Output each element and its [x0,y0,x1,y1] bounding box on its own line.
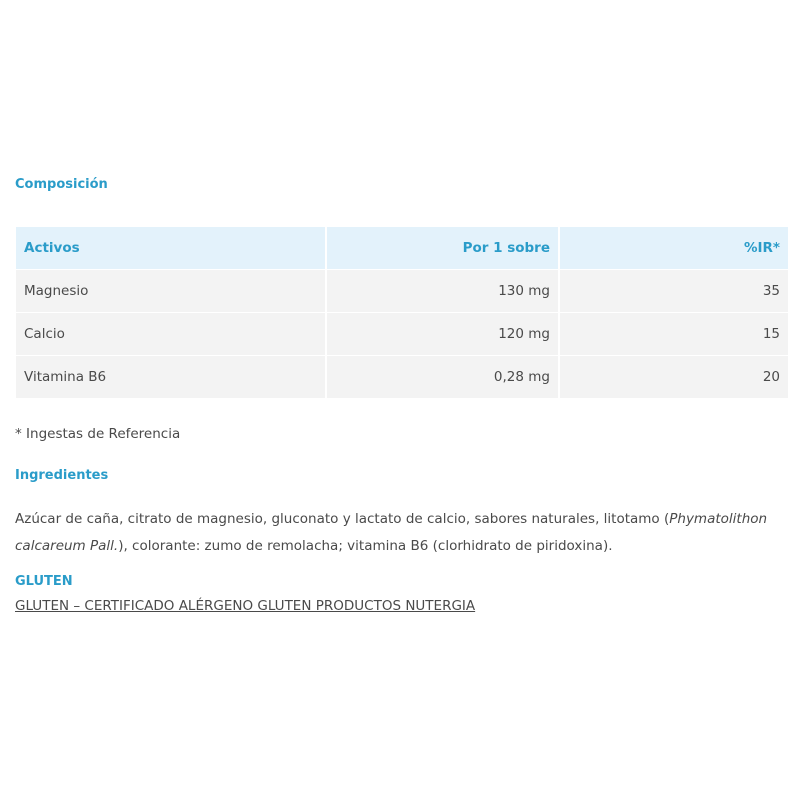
composition-heading: Composición [15,177,108,192]
table-row [16,356,788,399]
cell-amount: 120 mg [326,313,559,356]
table-row [16,270,788,313]
reference-intake-note: * Ingestas de Referencia [15,426,181,442]
ingredients-text [15,506,785,560]
table-row [16,313,788,356]
ingredients-text-part1: Azúcar de caña, citrato de magnesio, gluconato y lactato de calcio, sabores naturales, litotamo ( [15,511,670,527]
header-por-sobre: Por 1 sobre [326,227,559,270]
cell-active: Calcio [16,313,326,356]
cell-amount: 130 mg [326,270,559,313]
cell-amount: 0,28 mg [326,356,559,399]
ingredients-text-part2: ), colorante: zumo de remolacha; vitamina B6 (clorhidrato de piridoxina). [118,538,613,554]
composition-table [16,227,788,398]
cell-ir: 15 [559,313,788,356]
cell-ir: 20 [559,356,788,399]
cell-active: Vitamina B6 [16,356,326,399]
gluten-heading: GLUTEN [15,574,73,589]
gluten-certificate-link[interactable]: GLUTEN – CERTIFICADO ALÉRGENO GLUTEN PRODUCTOS NUTERGIA [15,598,476,614]
ingredients-scientific-name: Phymatolithon calcareum Pall. [15,511,768,554]
ingredients-heading: Ingredientes [15,468,109,483]
cell-ir: 35 [559,270,788,313]
cell-active: Magnesio [16,270,326,313]
table-header-row [16,227,788,270]
header-activos: Activos [16,227,326,270]
header-ir: %IR* [559,227,788,270]
